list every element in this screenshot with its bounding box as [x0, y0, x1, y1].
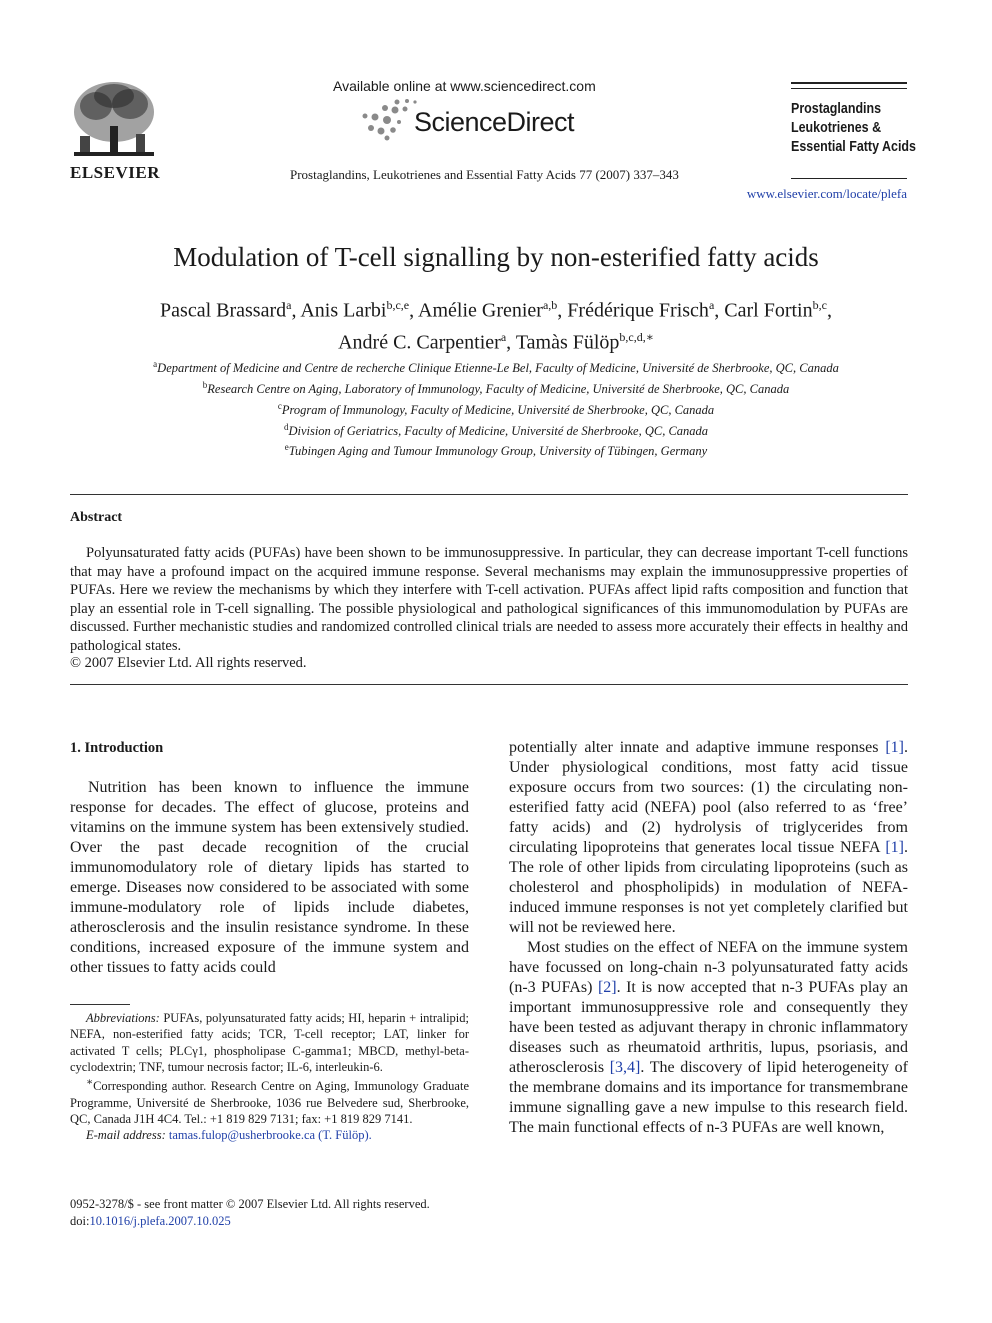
body-paragraph	[509, 738, 908, 938]
affiliation-marker: c	[277, 400, 282, 411]
affiliation-text: Program of Immunology, Faculty of Medicine, Université de Sherbrooke, QC, Canada	[281, 402, 715, 417]
email-link[interactable]: tamas.fulop@usherbrooke.ca (T. Fülöp).	[168, 1128, 372, 1143]
affiliation	[60, 439, 932, 460]
citation-link[interactable]: [1]	[885, 839, 904, 856]
author-name: Carl Fortin	[724, 299, 813, 322]
body-text: . Under physiological conditions, most fatty acid tissue exposure occurs from two sources: (1) the circulating non-esterified fatty acid (NEFA) pool (also referred to as ‘free’ fatty acids) and (2) hydrolysis of triglycerides from circulating lipoproteins that generates local tissue NEFA	[509, 739, 908, 856]
affiliation-list	[60, 356, 932, 460]
abstract-heading: Abstract	[70, 510, 123, 525]
author-affiliation-marker: b,c	[812, 298, 827, 312]
abstract-bottom-rule	[70, 684, 908, 685]
body-text: potentially alter innate and adaptive immune responses	[509, 739, 886, 756]
affiliation	[60, 419, 932, 440]
body-paragraph	[509, 938, 908, 1138]
journal-citation: Prostaglandins, Leukotrienes and Essential Fatty Acids 77 (2007) 337–343	[290, 167, 679, 182]
journal-rule	[791, 178, 907, 179]
author-name: Anis Larbi	[300, 299, 387, 322]
author-affiliation-marker: b,c,d,∗	[619, 329, 654, 344]
footnote-rule	[70, 1004, 130, 1005]
body-text: Most studies on the effect of NEFA on the immune system have focussed on long-chain n-3 polyunsaturated fatty acids (n-3 PUFAs)	[509, 939, 908, 996]
body-paragraph: Nutrition has been known to influence the immune response for decades. The effect of glucose, proteins and vitamins on the immune system has been extensively studied. Over the past decade recognition of the crucial immunomodulatory role of dietary lipids has started to emerge. Diseases now considered to be associated with some immune-modulatory role of lipids include diabetes, atherosclerosis and the insulin resistance syndrome. In these conditions, increased exposure of the immune system and other tissues to fatty acids could	[70, 779, 469, 976]
citation-link[interactable]: [3,4]	[609, 1059, 641, 1076]
journal-title-line: Prostaglandins	[791, 101, 882, 117]
abstract-body: Polyunsaturated fatty acids (PUFAs) have been shown to be immunosuppressive. In particular, they can decrease important T-cell functions that may have a profound impact on the acquired immune response. Several mechanisms may explain the immunosuppressive properties of PUFAs. Here we review the mechanisms by which they interfere with T-cell activation. PUFAs affect lipid rafts composition and function that play an essential role in T-cell signalling. The possible physiological and pathological significances of this immunomodulation by PUFAs are discussed. Further mechanistic studies and randomized controlled clinical trials are needed to assess more accurately their effects in healthy and pathological states.	[70, 545, 908, 654]
affiliation-text: Research Centre on Aging, Laboratory of Immunology, Faculty of Medicine, Université de Sherbrooke, QC, Canada	[207, 382, 790, 397]
journal-rule	[791, 88, 907, 89]
journal-url-link[interactable]: www.elsevier.com/locate/plefa	[746, 186, 907, 201]
body-text: . The role of other lipids from circulating lipoproteins (such as cholesterol and phospholipids) in modulation of NEFA-induced immune responses is not yet completely clarified but will not be reviewed here.	[509, 839, 908, 936]
elsevier-wordmark: ELSEVIER	[70, 163, 160, 182]
affiliation-text: Division of Geriatrics, Faculty of Medicine, Université de Sherbrooke, QC, Canada	[288, 423, 709, 438]
issn-line: 0952-3278/$ - see front matter © 2007 Elsevier Ltd. All rights reserved.	[70, 1197, 430, 1211]
affiliation-marker: b	[202, 379, 208, 390]
paper-title: Modulation of T-cell signalling by non-esterified fatty acids	[173, 242, 819, 272]
abstract-top-rule	[70, 494, 908, 495]
author-name: André C. Carpentier	[338, 331, 501, 354]
corresponding-author-footnote	[70, 1075, 469, 1127]
affiliation	[60, 356, 932, 377]
journal-title-block	[791, 100, 916, 157]
author-list: Pascal Brassard$^a$, Anis Larbi$^{b,c,e}$, Amélie Grenier$^{a,b}$, Frédérique Frisch$^a$, Carl Fortin$^{b,c}$, André C. Carpentier$^a$, Tamàs Fülöp$^{b,c,d,∗}$	[160, 298, 832, 354]
author-name: Pascal Brassard	[160, 299, 287, 322]
journal-title-line: Leukotrienes &	[791, 120, 882, 136]
author-affiliation-marker: a	[500, 329, 507, 344]
corresponding-author-text: Corresponding author. Research Centre on Aging, Immunology Graduate Programme, Université de Sherbrooke, 1036 rue Belvedere sud, Sherbrooke, QC, Canada J1H 4C4. Tel.: +1 819 829 7131; fax: +1 819 829 7141.	[70, 1079, 469, 1126]
sciencedirect-wordmark: ScienceDirect	[414, 107, 575, 137]
body-text: . The discovery of lipid heterogeneity of the membrane domains and its importance for transmembrane immune signalling gave a new impulse to this research field. The main functional effects of n-3 PUFAs are well known,	[509, 1059, 909, 1136]
author-name: Tamàs Fülöp	[515, 331, 620, 354]
email-label: E-mail address:	[86, 1128, 166, 1143]
section-heading-introduction: 1. Introduction	[70, 740, 164, 756]
available-online-text[interactable]: Available online at www.sciencedirect.com	[333, 78, 596, 94]
affiliation-marker: d	[283, 421, 289, 432]
citation-link[interactable]: [2]	[597, 979, 617, 996]
abbreviations-text: PUFAs, polyunsaturated fatty acids; HI, heparin + intralipid; NEFA, non-esterified fatty acids; TCR, T-cell receptor; LAT, linker for activated T cells; PLCγ1, phospholipase C-gamma1; MBCD, methyl-beta-cyclodextrin; TNF, tumour necrosis factor; IL-6, interleukin-6.	[70, 1011, 469, 1074]
journal-title-line: Essential Fatty Acids	[791, 139, 916, 155]
email-footnote	[70, 1127, 469, 1143]
affiliation	[60, 377, 932, 398]
author-affiliation-marker: b,c,e	[386, 298, 410, 312]
left-column	[70, 778, 469, 978]
affiliation-text: Tubingen Aging and Tumour Immunology Group, University of Tübingen, Germany	[288, 444, 708, 459]
author-affiliation-marker: a,b	[542, 298, 558, 312]
journal-rule	[791, 82, 907, 84]
body-text: . It is now accepted that n-3 PUFAs play an important immunosuppressive role and consequently they have been tested as adjuvant therapy in chronic inflammatory diseases such as rheumatoid arthritis, lupus, psoriasis, and atherosclerosis	[509, 979, 908, 1076]
doi-line	[70, 1213, 430, 1230]
affiliation	[60, 398, 932, 419]
abbreviations-footnote	[70, 1010, 469, 1075]
author-affiliation-marker: a	[708, 298, 715, 312]
doi-label: doi:	[70, 1214, 90, 1228]
affiliation-marker: e	[284, 442, 289, 453]
doi-link[interactable]: 10.1016/j.plefa.2007.10.025	[89, 1214, 231, 1228]
abbreviations-label: Abbreviations:	[86, 1011, 160, 1025]
author-name: Frédérique Frisch	[567, 299, 709, 322]
author-name: Amélie Grenier	[418, 299, 543, 322]
affiliation-marker: a	[153, 359, 158, 369]
affiliation-text: Department of Medicine and Centre de recherche Clinique Etienne-Le Bel, Faculty of Medicine, Université de Sherbrooke, QC, Canada	[157, 361, 839, 376]
footnotes	[70, 1010, 469, 1144]
author-affiliation-marker: a	[286, 298, 292, 312]
abstract-copyright: © 2007 Elsevier Ltd. All rights reserved.	[70, 655, 307, 671]
corresponding-marker: ∗	[86, 1077, 94, 1089]
citation-link[interactable]: [1]	[885, 739, 904, 756]
footer-meta	[70, 1196, 430, 1230]
right-column	[509, 738, 908, 1138]
